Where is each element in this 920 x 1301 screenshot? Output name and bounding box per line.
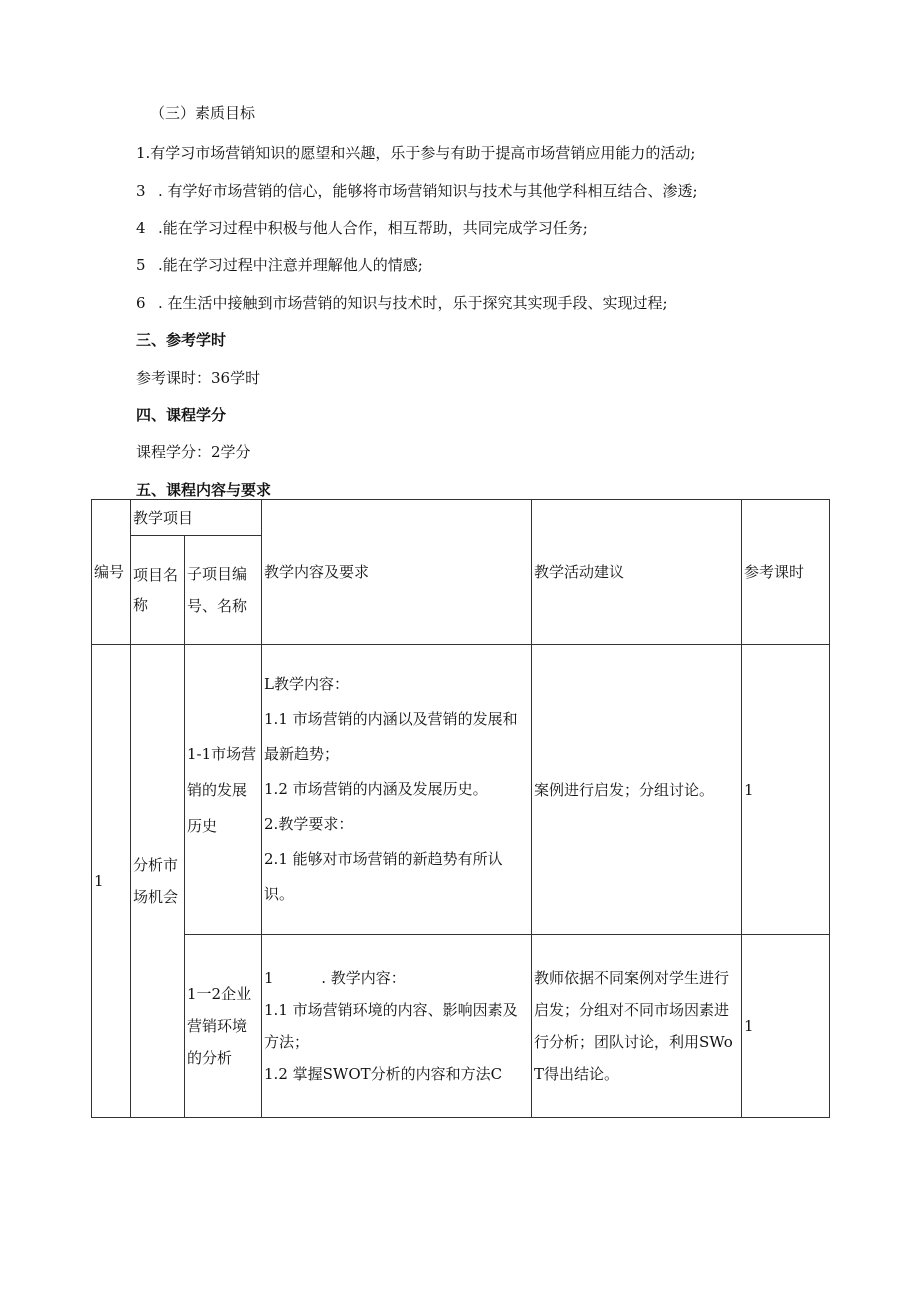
goal-item-5-num: 5 (136, 256, 146, 274)
header-activity (532, 500, 742, 645)
row-2-sub-project (185, 935, 262, 1118)
goal-item-6 (136, 293, 668, 313)
row-1-content-line: 1.1 市场营销的内涵以及营销的发展和最新趋势； (264, 710, 518, 763)
goal-item-3-num: 3 (136, 182, 146, 200)
row-1-project-name (131, 645, 185, 1118)
row-1-hours-text: 1 (744, 780, 754, 799)
row-2-content (262, 935, 532, 1118)
goal-item-3 (136, 181, 698, 201)
table-row (92, 935, 830, 1118)
header-activity-text: 教学活动建议 (534, 563, 625, 581)
row-1-content (262, 645, 532, 935)
goal-item-1 (136, 143, 695, 163)
row-1-sub-project-text: 1-1市场营销的发展历史 (187, 744, 257, 835)
row-2-hours-text: 1 (744, 1017, 754, 1035)
row-1-content-line: 2.1 能够对市场营销的新趋势有所认识。 (264, 850, 503, 903)
header-sub-project (185, 536, 262, 645)
goal-item-5 (136, 255, 423, 275)
row-2-sub-project-text: 1一2企业营销环境的分析 (187, 985, 252, 1067)
table-header-row (92, 500, 830, 536)
goal-item-4-num: 4 (136, 219, 146, 237)
header-project-text: 教学项目 (133, 508, 194, 527)
section-credits-heading: 四、课程学分 (136, 406, 227, 424)
row-1-num (92, 645, 131, 1118)
header-project-name (131, 536, 185, 645)
section-quality-goals-heading: （三）素质目标 (150, 104, 256, 122)
header-project (131, 500, 262, 536)
header-sub-project-text: 子项目编号、名称 (187, 565, 248, 615)
row-2-activity-text: 教师依据不同案例对学生进行启发；分组对不同市场因素进行分析；团队讨论，利用SWoT得出结论。 (534, 969, 733, 1083)
goal-item-4 (136, 218, 588, 238)
row-1-hours (742, 645, 830, 935)
section-hours-heading: 三、参考学时 (136, 331, 227, 349)
row-1-project-name-text: 分析市场机会 (133, 856, 179, 906)
goal-item-1-text: 1.有学习市场营销知识的愿望和兴趣，乐于参与有助于提高市场营销应用能力的活动; (136, 144, 696, 162)
header-num (92, 500, 131, 645)
course-credits-text: 课程学分：2学分 (136, 443, 251, 461)
header-content (262, 500, 532, 645)
goal-item-6-num: 6 (136, 294, 146, 312)
row-1-content-line: 1.2 市场营销的内涵及发展历史。 (264, 780, 488, 798)
reference-hours-text: 参考课时：36学时 (136, 369, 261, 387)
header-hours-text: 参考课时 (744, 563, 805, 581)
goal-item-6-text: . 在生活中接触到市场营销的知识与技术时，乐于探究其实现手段、实现过程; (158, 294, 668, 312)
row-1-content-line: 2.教学要求： (264, 815, 354, 833)
section-content-heading: 五、课程内容与要求 (136, 481, 272, 499)
header-content-text: 教学内容及要求 (264, 563, 370, 581)
row-2-content-line: 1 . 教学内容： (264, 969, 406, 987)
row-1-content-line: L教学内容： (264, 675, 349, 693)
table-row (92, 645, 830, 935)
row-2-activity (532, 935, 742, 1118)
row-1-activity-text: 案例进行启发；分组讨论。 (534, 780, 715, 799)
row-1-activity (532, 645, 742, 935)
goal-item-3-text: . 有学好市场营销的信心，能够将市场营销知识与技术与其他学科相互结合、渗透; (158, 182, 698, 200)
row-1-num-text: 1 (94, 872, 104, 890)
header-hours (742, 500, 830, 645)
goal-item-5-text: .能在学习过程中注意并理解他人的情感; (158, 256, 423, 274)
row-2-content-line: 1.2 掌握SWOT分析的内容和方法C (264, 1065, 503, 1083)
header-project-name-text: 项目名称 (133, 566, 179, 614)
course-content-table (91, 499, 830, 1118)
header-num-text: 编号 (94, 563, 125, 581)
row-2-hours (742, 935, 830, 1118)
goal-item-4-text: .能在学习过程中积极与他人合作，相互帮助，共同完成学习任务; (158, 219, 588, 237)
row-1-sub-project (185, 645, 262, 935)
row-2-content-line: 1.1 市场营销环境的内容、影响因素及方法； (264, 1001, 518, 1051)
